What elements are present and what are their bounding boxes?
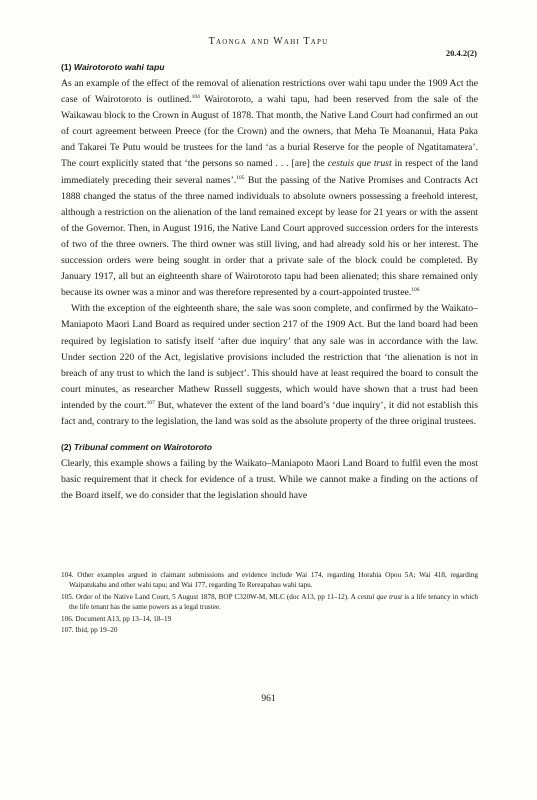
subheading-tribunal-comment	[61, 442, 478, 453]
footnote-ref-107[interactable]: 107	[146, 399, 155, 406]
paragraph-3: Clearly, this example shows a failing by the Waikato–Maniapoto Maori Land Board to fulfil even the most basic requirement that it check for evidence of a trust. While we cannot make a finding on the actions of the Board itself, we do consider that the legislation should have	[61, 458, 478, 502]
text-run: As an example of the effect of the removal of alienation restrictions over wahi tapu under the 1909 Act the case of Wairotoroto is outlined.	[61, 78, 478, 106]
footnote-105	[61, 592, 478, 613]
footnote-ref-106[interactable]: 106	[411, 286, 420, 293]
paragraph-1	[61, 76, 478, 301]
text-run: is a life tenancy in which the life tenant has the same powers as a legal trustee.	[69, 592, 478, 612]
footnote-106: 106. Document A13, pp 13–14, 18–19	[61, 614, 172, 623]
main-text	[61, 62, 478, 504]
paragraph-2	[61, 301, 478, 430]
text-run: Wairotoroto, a wahi tapu, had been reserved from the sale of the Waikawau block to the Crown in August of 1878. That month, the Native Land Court had confirmed an out of court agreement between Preece (for the Crown) and the owners, that Meha Te Moananui, Hata Paka and Takarei Te Putu would be trustees for the land ‘as a burial Reserve for the people of Ngatitamatera’. The court explicitly stated that ‘the persons so named . . . [are] the	[61, 94, 479, 170]
page-number: 961	[261, 694, 276, 704]
text-run: But, whatever the extent of the land board’s ‘due inquiry’, it did not establish this fact and, contrary to the legislation, the land was sold as the absolute property of the three original trustees.	[61, 399, 478, 427]
footnote-ref-104[interactable]: 104	[191, 93, 200, 100]
running-head: Taonga and Wahi Tapu	[208, 36, 329, 47]
subheading-title: Wairotoroto wahi tapu	[73, 62, 165, 72]
text-run: But the passing of the Native Promises and Contracts Act 1888 changed the status of the three named individuals to absolute owners possessing a freehold interest, although a restriction on the alienation of the land remained except by lease for 21 years or with the assent of the Governor. Then, in August 1916, the Native Land Court approved succession orders for the interests of two of the three owners. The third owner was still living, and had already sold his or her interest. The succession orders were being sought in order that a private sale of the block could be completed. By January 1917, all but an eighteenth share of Wairotoroto tapu had been alienated; this share remained only because its owner was a minor and was therefore represented by a court-appointed trustee.	[61, 174, 478, 299]
footnote-107: 107. Ibid, pp 19–20	[61, 626, 118, 635]
section-gap	[61, 430, 478, 442]
subheading-number: (2)	[61, 442, 72, 453]
italic-term: cestuis que trust	[327, 158, 392, 170]
subheading-title: Tribunal comment on Wairotoroto	[73, 442, 213, 453]
subheading-wairotoroto	[61, 62, 478, 73]
text-run: With the exception of the eighteenth share, the sale was soon complete, and confirmed by the Waikato–Maniapoto Maori Land Board as required under section 217 of the 1909 Act. But the land board had been required by legislation to satisfy itself ‘after due inquiry’ that any sale was in accordance with the law. Under section 220 of the Act, legislative provisions included the restriction that ‘the alienation is not in breach of any trust to which the land is subject’. This should have at least required the board to consult the court minutes, as researcher Mathew Russell suggests, which would have shown that a trust had been intended by the court.	[61, 303, 478, 411]
footnotes	[61, 570, 478, 636]
subheading-number: (1)	[61, 62, 72, 72]
footnote-ref-105[interactable]: 105	[236, 174, 245, 181]
text-run: in respect of the land immediately preceding their several names’.	[61, 158, 478, 186]
italic-term: cestui que trust	[357, 592, 403, 601]
footnote-104: 104. Other examples argued in claimant submissions and evidence include Wai 174, regarding Horahia Opou 5A; Wai 418, regarding Waipatukahu and other wahi tapu; and Wai 177, regarding Te Rereapahau wahi tapu.	[61, 571, 478, 590]
text-run: 105. Order of the Native Land Court, 5 August 1878, BOP C320W-M, MLC (doc A13, pp 11–12). A	[61, 592, 358, 601]
section-number: 20.4.2(2)	[445, 48, 477, 58]
